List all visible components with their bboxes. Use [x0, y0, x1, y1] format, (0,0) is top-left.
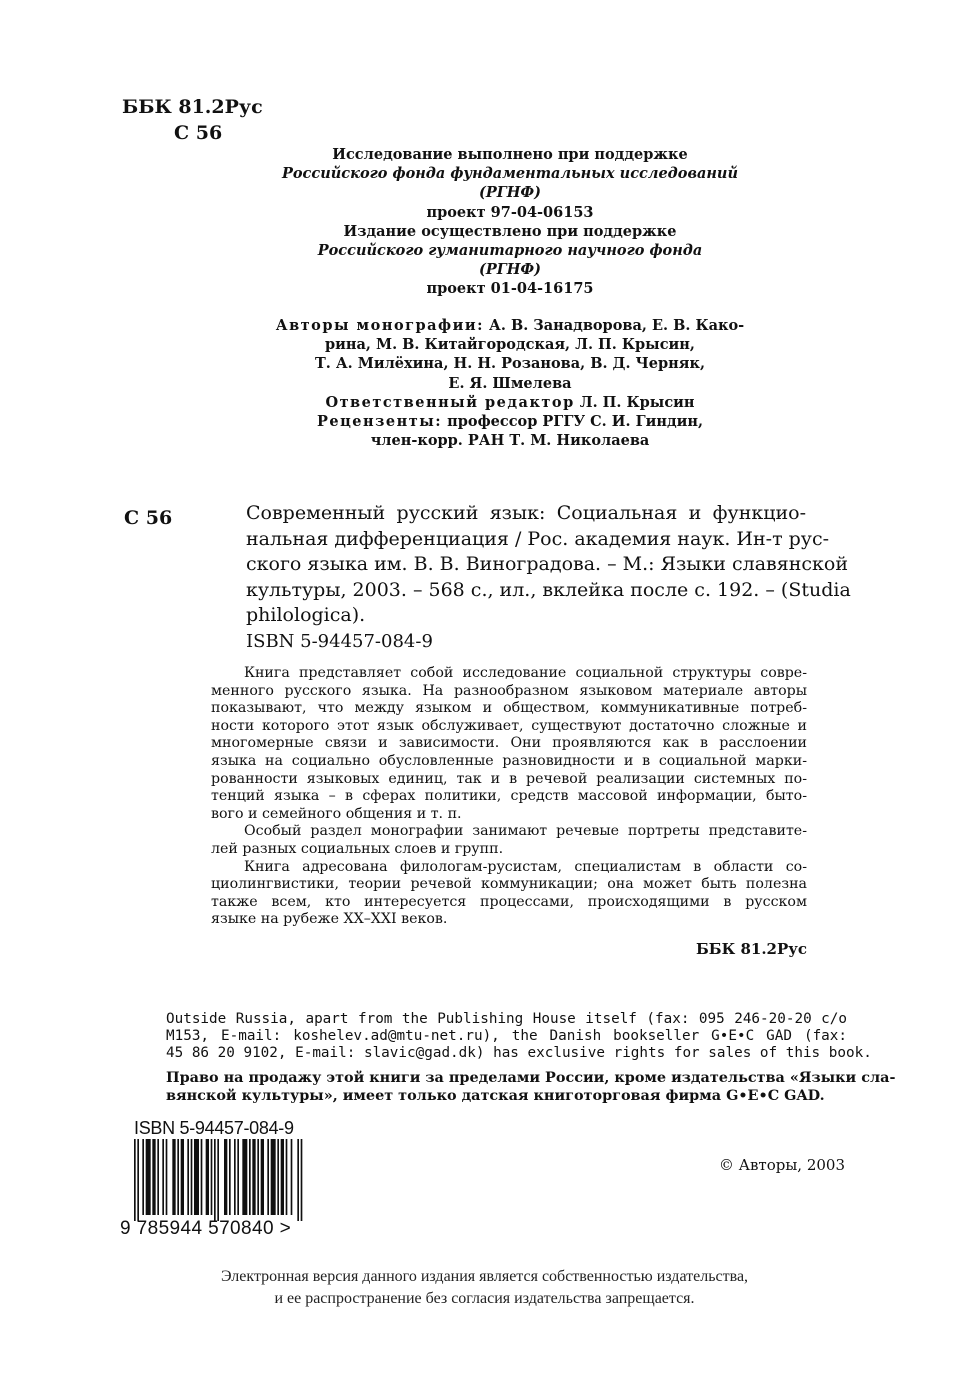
funding-line: (РГНФ) — [478, 184, 542, 202]
catalog-author-mark: С 56 — [124, 507, 173, 529]
funding-line: проект 01-04-16175 — [426, 280, 594, 298]
bbk-classification — [122, 94, 263, 146]
barcode-bar — [252, 1139, 255, 1215]
annotation-line: вого и семейного общения и т. п. — [211, 805, 462, 822]
barcode-bar — [277, 1139, 279, 1215]
funding-line: Российского фонда фундаментальных исследований — [281, 165, 739, 183]
distribution-russian — [166, 1069, 896, 1104]
funding-block — [240, 145, 780, 299]
editor-name: Л. П. Крысин — [574, 393, 695, 411]
annotation-line: циолингвистики, теории речевой коммуникации; она может быть полезна — [211, 876, 807, 893]
barcode-bar — [242, 1139, 247, 1215]
isbn-barcode — [120, 1118, 310, 1242]
bib-line: philologica). — [246, 604, 366, 626]
barcode-bar — [261, 1139, 264, 1215]
annotation-line: языке на рубеже XX–XXI веков. — [211, 911, 448, 928]
funding-line: проект 97-04-06153 — [426, 203, 594, 221]
barcode-bar — [297, 1139, 299, 1221]
barcode-bar — [181, 1139, 184, 1215]
barcode-bar — [211, 1139, 213, 1215]
barcode-bar — [177, 1139, 179, 1215]
authors-line — [240, 316, 780, 335]
annotation-line: языка на социально обусловленные разновидности и в социальной марки- — [211, 752, 807, 769]
barcode-bar — [146, 1139, 151, 1215]
bibliographic-description — [246, 501, 851, 629]
footer-line: и ее распространение без согласия издательства запрещается. — [274, 1290, 695, 1307]
annotation-line: показывают, что между языком и обществом, коммуникативные потреб- — [211, 700, 807, 717]
authors-line: Е. Я. Шмелева — [448, 374, 572, 392]
annotation-line: Книга адресована филологам-русистам, специалистам в области со- — [244, 858, 807, 875]
barcode-bar — [137, 1139, 139, 1221]
annotation — [211, 665, 807, 929]
bib-line: Современный русский язык: Социальная и функцио- — [246, 502, 806, 524]
barcode-bar — [194, 1139, 199, 1215]
annotation-line: Особый раздел монографии занимают речевые портреты представите- — [244, 823, 807, 840]
annotation-line: менного русского языка. На разнообразном языковом материале авторы — [211, 682, 807, 699]
reviewers-text: профессор РГГУ С. И. Гиндин, — [442, 413, 704, 431]
barcode-bar — [267, 1139, 269, 1215]
barcode-bar — [187, 1139, 189, 1215]
annotation-line: Книга представляет собой исследование социальной структуры совре- — [244, 665, 807, 681]
authors-line: Т. А. Милёхина, Н. Н. Розанова, В. Д. Черняк, — [314, 355, 705, 373]
barcode-bar — [281, 1139, 284, 1215]
barcode-bar — [152, 1139, 155, 1215]
barcode-bar — [217, 1139, 219, 1221]
reviewers-line — [240, 412, 780, 431]
barcode-isbn-label: ISBN 5-94457-084-9 — [134, 1118, 294, 1138]
barcode-bar — [206, 1139, 209, 1215]
reviewers-label: Рецензенты: — [316, 413, 443, 431]
distribution-line: M153, E-mail: koshelev.ad@mtu-net.ru), the Danish bookseller G•E•C GAD (fax: — [166, 1028, 847, 1044]
bib-line: нальная дифференциация / Рос. академия наук. Ин-т рус- — [246, 527, 830, 550]
rights-line: Право на продажу этой книги за пределами России, кроме издательства «Языки сла- — [166, 1069, 896, 1086]
bbk-code: ББК 81.2Рус — [122, 96, 263, 118]
reviewers-line: член-корр. РАН Т. М. Николаева — [370, 432, 650, 450]
annotation-line: рованности языковых единиц, так и в речевой реализации системных по- — [211, 770, 807, 787]
barcode-bar — [234, 1139, 236, 1215]
annotation-line: тенций языка – в сферах политики, средств массовой информации, быто- — [211, 788, 807, 805]
barcode-bar — [157, 1139, 159, 1215]
distribution-english — [166, 1011, 872, 1062]
barcode-digits: 9 785944 570840 > — [120, 1218, 292, 1239]
authors-text: А. В. Занадворова, Е. В. Како- — [483, 317, 745, 334]
copyright: © Авторы, 2003 — [718, 1156, 845, 1174]
barcode-bar — [166, 1139, 168, 1215]
barcode-bar — [191, 1139, 193, 1215]
barcode-bar — [271, 1139, 276, 1215]
distribution-line: 45 86 20 9102, E-mail: slavic@gad.dk) has exclusive rights for sales of this book. — [166, 1045, 872, 1061]
barcode-bar — [201, 1139, 203, 1215]
footer-line: Электронная версия данного издания является собственностью издательства, — [220, 1268, 749, 1285]
bib-line: культуры, 2003. – 568 с., ил., вклейка после с. 192. – (Studia — [246, 578, 851, 601]
distribution-line: Outside Russia, apart from the Publishing House itself (fax: 095 246-20-20 c/o — [166, 1011, 847, 1027]
authors-block — [240, 316, 780, 450]
barcode-bar — [301, 1139, 303, 1221]
barcode-bar — [229, 1139, 231, 1215]
editor-label: Ответственный редактор — [325, 393, 575, 411]
authors-label: Авторы монографии: — [275, 317, 484, 334]
rights-line: вянской культуры», имеет только датская книготорговая фирма G•E•C GAD. — [166, 1086, 825, 1104]
authors-line: рина, М. В. Китайгородская, Л. П. Крысин, — [325, 336, 695, 354]
annotation-line: лей разных социальных слоев и групп. — [211, 840, 504, 857]
barcode-bar — [134, 1139, 136, 1221]
bbk-code-bottom: ББК 81.2Рус — [695, 940, 807, 958]
funding-line: (РГНФ) — [478, 261, 542, 279]
barcode-bar — [224, 1139, 227, 1215]
funding-line: Исследование выполнено при поддержке — [332, 146, 688, 163]
barcode-bar — [237, 1139, 239, 1215]
bib-line: ского языка им. В. В. Виноградова. – М.: Языки славянской — [246, 553, 849, 575]
barcode-bar — [286, 1139, 288, 1215]
annotation-line: ности которого этот язык обслуживает, существуют достаточно сложные и — [211, 717, 807, 734]
funding-line: Российского гуманитарного научного фонда — [317, 242, 703, 260]
electronic-version-notice — [0, 1266, 969, 1310]
editor-line — [240, 393, 780, 412]
barcode-bars — [134, 1139, 304, 1221]
barcode-bar — [214, 1139, 216, 1221]
isbn: ISBN 5-94457-084-9 — [246, 631, 433, 652]
annotation-line: также всем, кто интересуется процессами, происходящими в русском — [211, 893, 807, 910]
barcode-bar — [142, 1139, 144, 1215]
barcode-bar — [257, 1139, 259, 1215]
annotation-line: многомерные связи и зависимости. Они проявляются как в расслоении — [211, 735, 807, 752]
funding-line: Издание осуществлено при поддержке — [343, 222, 677, 240]
author-mark: С 56 — [174, 122, 223, 144]
barcode-bar — [162, 1139, 164, 1215]
barcode-bar — [249, 1139, 251, 1215]
barcode-bar — [291, 1139, 293, 1215]
barcode-bar — [172, 1139, 175, 1215]
